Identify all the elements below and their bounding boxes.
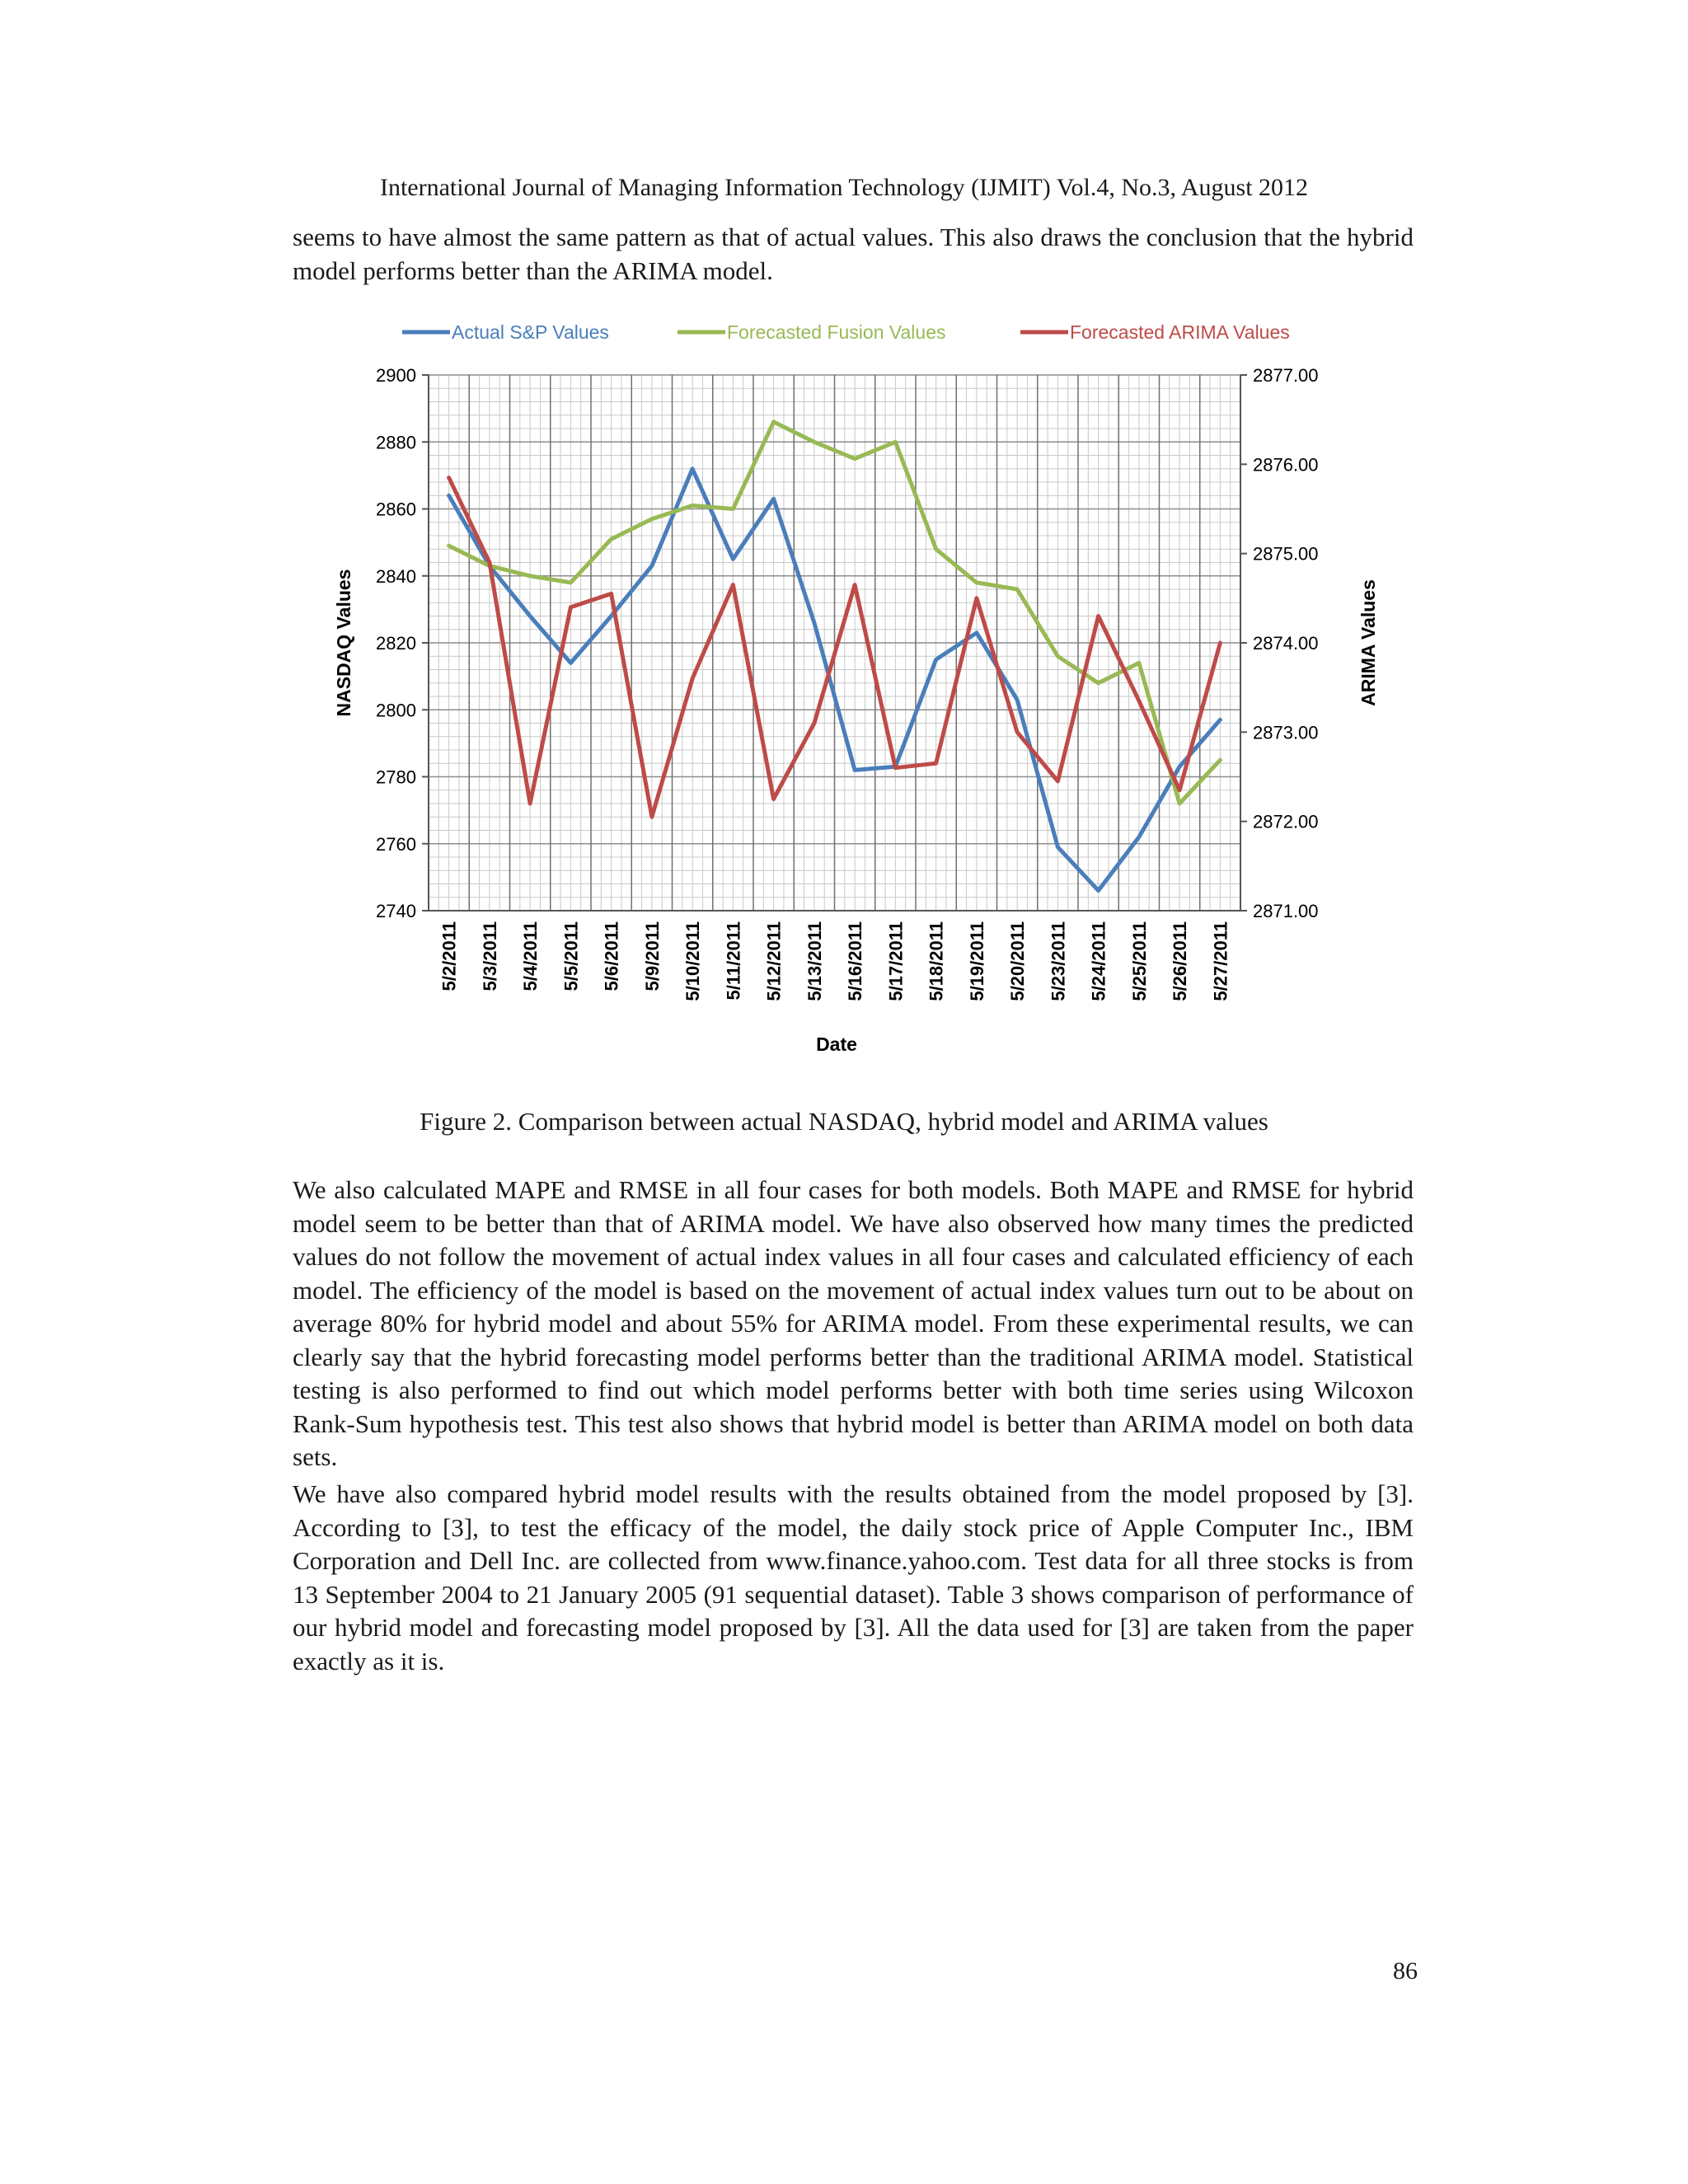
y-tick-label-right: 2875.00: [1253, 543, 1319, 565]
y-tick-label-left: 2900: [376, 365, 416, 386]
y-tick-label-right: 2876.00: [1253, 454, 1319, 476]
y-tick-label-right: 2873.00: [1253, 722, 1319, 743]
x-tick-label: 5/12/2011: [763, 921, 785, 1001]
y-axis-title-left: NASDAQ Values: [333, 569, 354, 717]
body-paragraph-1: We also calculated MAPE and RMSE in all four cases for both models. Both MAPE and RMSE for hybrid model seem to be better than that of ARIMA model. We have also observed how many times the predicted values do not follow the movement of actual index values in all four cases and calculated efficiency of each model. The efficiency of the model is based on the movement of actual index values turn out to be about on average 80% for hybrid model and about 55% for ARIMA model. From these experimental results, we can clearly say that the hybrid forecasting model performs better than the traditional ARIMA model. Statistical testing is also performed to find out which model performs better with both time series using Wilcoxon Rank-Sum hypothesis test. This test also shows that hybrid model is better than ARIMA model on both data sets.: [293, 1175, 1414, 1471]
x-tick-label: 5/19/2011: [966, 921, 987, 1001]
x-tick-label: 5/5/2011: [560, 921, 582, 991]
x-tick-label: 5/13/2011: [804, 921, 825, 1001]
legend-label: Forecasted Fusion Values: [727, 321, 946, 343]
y-tick-label-left: 2820: [376, 633, 416, 654]
x-tick-label: 5/4/2011: [520, 921, 542, 991]
page-number: 86: [1393, 1957, 1418, 1985]
x-tick-label: 5/18/2011: [926, 921, 947, 1001]
y-tick-label-right: 2874.00: [1253, 633, 1319, 654]
x-tick-label: 5/11/2011: [723, 921, 744, 1001]
x-tick-label: 5/17/2011: [885, 921, 907, 1001]
body-paragraph-2: We have also compared hybrid model results with the results obtained from the model proposed by [3]. According to [3], to test the efficacy of the model, the daily stock price of Apple Computer Inc., IBM Corporation and Dell Inc. are collected from www.finance.yahoo.com. Test data for all three stocks is from 13 September 2004 to 21 January 2005 (91 sequential dataset). Table 3 shows comparison of performance of our hybrid model and forecasting model proposed by [3]. All the data used for [3] are taken from the paper exactly as it is.: [293, 1479, 1414, 1675]
x-tick-label: 5/9/2011: [641, 921, 663, 991]
x-tick-label: 5/6/2011: [601, 921, 622, 991]
x-axis-title: Date: [816, 1033, 857, 1055]
figure-caption: Figure 2. Comparison between actual NASDAQ, hybrid model and ARIMA values: [420, 1107, 1268, 1136]
x-tick-label: 5/26/2011: [1170, 921, 1191, 1001]
x-tick-label: 5/20/2011: [1007, 921, 1029, 1001]
y-tick-label-right: 2871.00: [1253, 901, 1319, 921]
x-tick-label: 5/23/2011: [1048, 921, 1069, 1001]
legend-label: Forecasted ARIMA Values: [1070, 321, 1290, 343]
x-tick-label: 5/24/2011: [1088, 921, 1109, 1001]
y-tick-label-right: 2872.00: [1253, 811, 1319, 832]
y-tick-label-left: 2840: [376, 565, 416, 587]
x-tick-label: 5/2/2011: [438, 921, 460, 991]
legend-label: Actual S&P Values: [452, 321, 609, 343]
y-tick-label-left: 2860: [376, 499, 416, 520]
y-tick-label-left: 2740: [376, 901, 416, 921]
running-header: International Journal of Managing Information Technology (IJMIT) Vol.4, No.3, August 2012: [379, 174, 1309, 201]
y-tick-label-left: 2800: [376, 700, 416, 721]
x-tick-label: 5/25/2011: [1128, 921, 1150, 1001]
x-tick-label: 5/16/2011: [845, 921, 866, 1001]
y-tick-label-left: 2780: [376, 766, 416, 788]
y-tick-label-left: 2760: [376, 833, 416, 855]
comparison-line-chart: [0, 0, 1688, 1071]
intro-paragraph: seems to have almost the same pattern as that of actual values. This also draws the conclusion that the hybrid model performs better than the ARIMA model.: [293, 223, 1414, 285]
x-tick-label: 5/27/2011: [1210, 921, 1231, 1001]
x-tick-label: 5/3/2011: [479, 921, 500, 991]
x-tick-label: 5/10/2011: [682, 921, 704, 1001]
y-tick-label-right: 2877.00: [1253, 365, 1319, 386]
y-axis-title-right: ARIMA Values: [1357, 579, 1379, 706]
y-tick-label-left: 2880: [376, 432, 416, 453]
